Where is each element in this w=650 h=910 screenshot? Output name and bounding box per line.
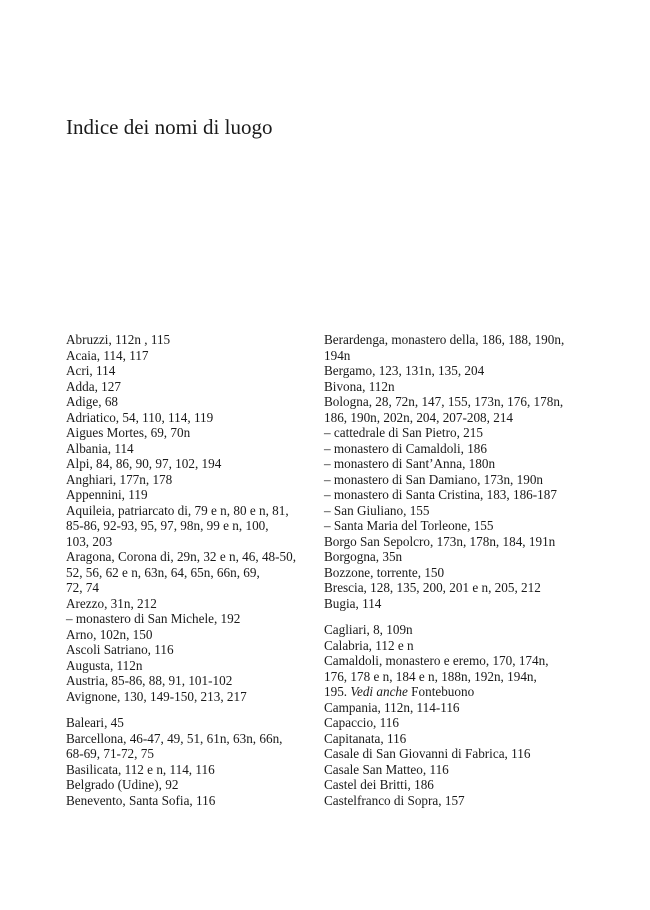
index-entry	[66, 642, 318, 658]
index-entry-line: Cagliari, 8, 109n	[324, 622, 413, 637]
index-entry-continuation	[324, 684, 576, 700]
index-entry-line: – monastero di Camaldoli, 186	[324, 440, 487, 456]
index-entry	[324, 379, 576, 395]
index-entry-line: Campania, 112n, 114-116	[324, 699, 460, 715]
index-entry	[66, 627, 318, 643]
index-entry-continuation: 85-86, 92-93, 95, 97, 98n, 99 e n, 100,	[66, 518, 269, 533]
index-entry-line: Borgo San Sepolcro, 173n, 178n, 184, 191n	[324, 533, 556, 549]
index-entry	[66, 762, 318, 778]
index-entry-line: Acri, 114	[66, 363, 116, 378]
index-entry-line: Benevento, Santa Sofia, 116	[66, 792, 216, 808]
index-entry	[324, 472, 576, 488]
index-entry-line: Adriatico, 54, 110, 114, 119	[66, 409, 214, 425]
index-entry-continuation: 186, 190n, 202n, 204, 207-208, 214	[324, 409, 514, 425]
index-entry-line: Arno, 102n, 150	[66, 626, 153, 642]
index-entry-line: Bugia, 114	[324, 595, 382, 611]
index-entry	[66, 596, 318, 612]
index-entry	[324, 715, 576, 731]
index-entry	[324, 487, 576, 503]
index-entry	[324, 746, 576, 762]
index-entry-line: Alpi, 84, 86, 90, 97, 102, 194	[66, 456, 222, 471]
index-entry-line: Abruzzi, 112n , 115	[66, 332, 171, 347]
index-entry-line: Aigues Mortes, 69, 70n	[66, 425, 191, 440]
index-entry-line: Albania, 114	[66, 440, 134, 456]
index-entry	[324, 456, 576, 472]
index-entry	[324, 518, 576, 534]
index-entry-line: Casale di San Giovanni di Fabrica, 116	[324, 746, 531, 761]
index-entry	[324, 793, 576, 809]
index-entry-line: Adda, 127	[66, 378, 121, 394]
index-entry	[66, 689, 318, 705]
cross-reference-label: Vedi anche	[350, 684, 408, 699]
index-entry-text: 195.	[324, 684, 351, 699]
index-entry-line: Aquileia, patriarcato di, 79 e n, 80 e n, 81,	[66, 502, 289, 518]
index-entry	[324, 762, 576, 778]
index-entry-line: Ascoli Satriano, 116	[66, 642, 174, 657]
index-entry	[66, 549, 318, 596]
index-entry	[66, 332, 318, 348]
index-entry-line: – monastero di San Damiano, 173n, 190n	[324, 471, 544, 487]
index-entry	[66, 777, 318, 793]
index-entry-line: Appennini, 119	[66, 487, 148, 502]
index-entry-line: Adige, 68	[66, 394, 119, 409]
index-entry-line: – monastero di Santa Cristina, 183, 186-187	[324, 487, 557, 502]
index-entry	[324, 565, 576, 581]
index-entry-line: Calabria, 112 e n	[324, 637, 414, 653]
index-entry-line: Brescia, 128, 135, 200, 201 e n, 205, 212	[324, 580, 541, 595]
index-entry-line: Bergamo, 123, 131n, 135, 204	[324, 363, 485, 378]
index-column-left	[66, 332, 318, 808]
index-entry-line: Capaccio, 116	[324, 715, 399, 730]
index-entry	[66, 379, 318, 395]
index-entry	[324, 534, 576, 550]
index-entry	[324, 394, 576, 425]
index-entry	[324, 549, 576, 565]
index-entry	[324, 653, 576, 700]
index-entry	[66, 731, 318, 762]
index-entry-line: Borgogna, 35n	[324, 549, 403, 564]
page-title: Indice dei nomi di luogo	[66, 115, 273, 139]
index-entry	[324, 622, 576, 638]
index-entry	[66, 611, 318, 627]
index-entry-line: Baleari, 45	[66, 715, 124, 730]
index-entry	[324, 363, 576, 379]
index-entry-line: Casale San Matteo, 116	[324, 761, 449, 777]
index-entry-line: Barcellona, 46-47, 49, 51, 61n, 63n, 66n,	[66, 730, 283, 746]
index-entry	[324, 596, 576, 612]
index-entry-line: – monastero di San Michele, 192	[66, 611, 241, 626]
index-entry-line: Austria, 85-86, 88, 91, 101-102	[66, 673, 233, 688]
index-entry	[66, 456, 318, 472]
index-entry	[66, 487, 318, 503]
index-entry	[66, 441, 318, 457]
index-entry-line: – Santa Maria del Torleone, 155	[324, 518, 494, 533]
index-entry-line: Arezzo, 31n, 212	[66, 595, 157, 611]
index-entry-line: Basilicata, 112 e n, 114, 116	[66, 761, 215, 777]
index-entry	[66, 793, 318, 809]
index-entry-line: Aragona, Corona di, 29n, 32 e n, 46, 48-50,	[66, 549, 297, 564]
index-entry-line: Castel dei Britti, 186	[324, 777, 434, 792]
index-entry-line: Castelfranco di Sopra, 157	[324, 792, 465, 808]
index-entry-line: Capitanata, 116	[324, 730, 407, 746]
index-entry	[324, 777, 576, 793]
index-entry	[324, 425, 576, 441]
index-entry	[66, 425, 318, 441]
index-entry	[66, 394, 318, 410]
index-entry-line: Acaia, 114, 117	[66, 347, 149, 363]
index-entry-continuation: 72, 74	[66, 580, 99, 595]
index-entry-line: Augusta, 112n	[66, 657, 143, 673]
index-entry	[66, 503, 318, 550]
index-entry	[324, 731, 576, 747]
index-entry-line: Bozzone, torrente, 150	[324, 564, 445, 580]
index-entry	[324, 441, 576, 457]
index-entry	[324, 580, 576, 596]
index-entry	[66, 715, 318, 731]
index-entry-continuation: 68-69, 71-72, 75	[66, 746, 154, 761]
index-entry-line: – monastero di Sant’Anna, 180n	[324, 456, 496, 471]
index-column-right	[324, 332, 576, 808]
index-entry	[324, 332, 576, 363]
index-entry	[324, 700, 576, 716]
cross-reference-target: Fontebuono	[407, 684, 475, 699]
index-entry-continuation: 176, 178 e n, 184 e n, 188n, 192n, 194n,	[324, 668, 537, 684]
index-entry	[66, 472, 318, 488]
index-entry	[324, 503, 576, 519]
index-entry-line: Belgrado (Udine), 92	[66, 777, 179, 792]
index-entry-continuation: 194n	[324, 347, 351, 363]
index-entry	[66, 363, 318, 379]
index-entry	[324, 638, 576, 654]
index-entry-line: Bivona, 112n	[324, 378, 395, 394]
index-entry-continuation: 103, 203	[66, 533, 113, 549]
index-entry-continuation: 52, 56, 62 e n, 63n, 64, 65n, 66n, 69,	[66, 564, 260, 580]
index-entry-line: Bologna, 28, 72n, 147, 155, 173n, 176, 178n,	[324, 394, 564, 409]
index-entry-line: – cattedrale di San Pietro, 215	[324, 425, 483, 440]
index-entry	[66, 673, 318, 689]
index-entry-line: Avignone, 130, 149-150, 213, 217	[66, 688, 247, 704]
index-entry	[66, 348, 318, 364]
index-entry-line: Berardenga, monastero della, 186, 188, 190n,	[324, 332, 565, 347]
index-entry-line: Anghiari, 177n, 178	[66, 471, 173, 487]
index-entry	[66, 658, 318, 674]
index-entry-line: – San Giuliano, 155	[324, 502, 430, 518]
index-entry	[66, 410, 318, 426]
index-entry-line: Camaldoli, monastero e eremo, 170, 174n,	[324, 653, 549, 668]
